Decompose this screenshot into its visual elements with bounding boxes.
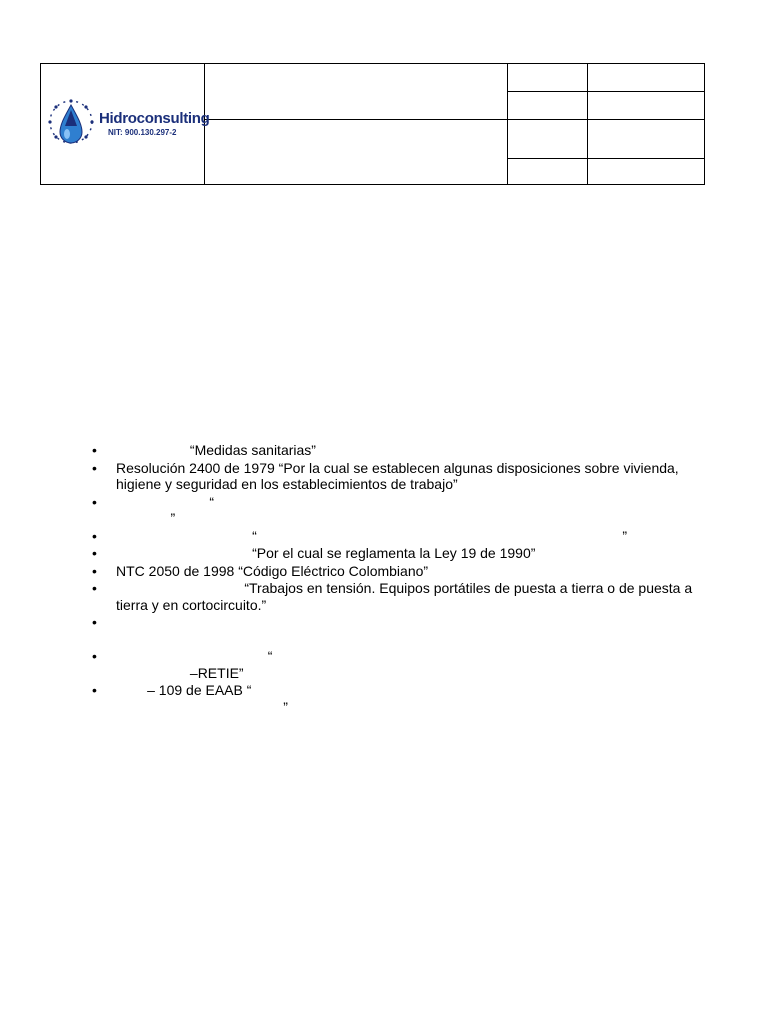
code-label-cell [508, 64, 588, 92]
company-nit: NIT: 900.130.297-2 [108, 128, 177, 137]
date-label-cell [508, 120, 588, 159]
list-item: • – 109 de EAAB “ ” [92, 682, 702, 715]
list-item: • “Medidas sanitarias” [92, 442, 702, 459]
list-item: • “ ” [92, 528, 702, 545]
code-value-cell [588, 64, 705, 92]
document-subtitle-cell [205, 120, 508, 185]
list-item: • “Por el cual se reglamenta la Ley 19 de 1990” [92, 545, 702, 562]
document-title-cell [205, 64, 508, 120]
document-header-table [40, 63, 705, 185]
list-item: • Resolución 2400 de 1979 “Por la cual se establecen algunas disposiciones sobre vivienda, higiene y seguridad en los establecimientos de trabajo” [92, 460, 702, 493]
version-value-cell [588, 92, 705, 120]
regulations-list [92, 442, 702, 716]
list-item: • “Trabajos en tensión. Equipos portátiles de puesta a tierra o de puesta a tierra y en cortocircuito.” [92, 580, 702, 613]
logo-cell [41, 64, 210, 185]
page-label-cell [508, 159, 588, 185]
list-item [92, 614, 702, 647]
list-item: • NTC 2050 de 1998 “Código Eléctrico Colombiano” [92, 563, 702, 580]
page-value-cell [588, 159, 705, 185]
date-value-cell [588, 120, 705, 159]
list-item: • “ ” [92, 494, 702, 527]
company-name: Hidroconsulting [99, 110, 210, 127]
version-label-cell [508, 92, 588, 120]
water-drop-logo-icon [46, 96, 98, 152]
list-item: • “ –RETIE” [92, 648, 702, 681]
company-logo [46, 96, 210, 152]
